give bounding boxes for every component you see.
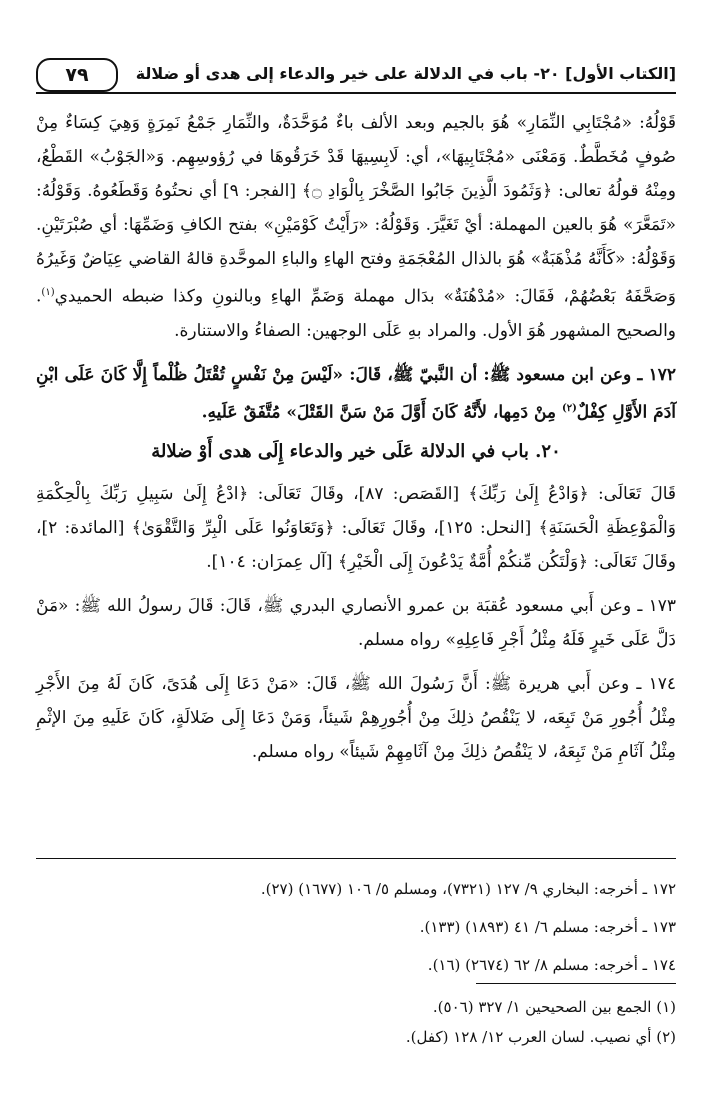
page-header (36, 58, 676, 94)
hadith-172-text-a: ١٧٢ ـ وعن ابن مسعود ﷺ: أن النَّبيّ ﷺ، قَالَ: «لَيْسَ مِنْ نَفْسٍ تُقْتَلُ ظُلْماً إِلَّا كَانَ عَلَى ابْنِ آدَمَ الأَوَّلِ كِفْلٌ (36, 364, 676, 423)
takhrij-section (36, 870, 676, 984)
commentary-tail: . والصحيح المشهور (36, 286, 676, 341)
footnotes (36, 992, 676, 1052)
footnotes-divider (476, 983, 676, 984)
footnote-ref-2: (٢) (561, 402, 577, 414)
hadith-172-text-b: مِنْ دَمِها، لأَنَّهُ كَانَ أَوَّلَ مَنْ سَنَّ القَتْلَ» مُتَّفَقٌ عَلَيهِ. (201, 402, 557, 423)
chapter-heading: ٢٠. باب في الدلالة عَلَى خير والدعاء إِلَى هدى أَوْ ضلالة (151, 441, 561, 463)
takhrij-174: ١٧٤ ـ أخرجه: مسلم ٨/ ٦٢ (٢٦٧٤) (١٦). (427, 956, 676, 974)
page-number: ٧٩ (36, 58, 118, 92)
hadith-174: ١٧٤ ـ وعن أَبي هريرة ﷺ: أَنَّ رَسُولَ الله ﷺ، قَالَ: «مَنْ دَعَا إِلَى هُدَىً، كَانَ لَهُ مِنَ الأَجْرِ مِثْلُ أُجُورِ مَنْ تَبِعَه، لا يَنْقُصُ ذلِكَ مِنْ أُجُورِهِمْ شَيئاً، وَمَنْ دَعَا إِلَى ضَلالَةٍ، كَانَ عَلَيهِ مِنَ الإثْمِ مِثْلُ آثَامِ مَنْ تَبِعَهُ، لا يَنْقُصُ ذلِكَ مِنْ آثَامِهِمْ شَيئاً» رواه مسلم. (36, 674, 676, 763)
commentary-paragraph (36, 106, 676, 348)
header-rule (36, 92, 676, 94)
footnote-2: (٢) أي نصيب. لسان العرب ١٢/ ١٢٨ (كفل). (405, 1028, 676, 1046)
main-text (36, 106, 676, 775)
running-title: [الكتاب الأول] ٢٠- باب في الدلالة على خير والدعاء إلى هدى أو ضلالة (135, 64, 676, 83)
commentary-text: قَوْلُهُ: «مُجْتَابِي النِّمَارِ» هُوَ بالجيم وبعد الألف باءٌ مُوَحَّدَةٌ، والنِّمَارِ جَمْعُ نَمِرَةٍ وَهِيَ كِسَاءٌ مِنْ صُوفٍ مُخَطَّطٌ. وَمَعْنَى «مُجْتَابِيهَا»، أي: لَابِسِيهَا قَدْ خَرَقُوهَا في رُؤوسِهِم. وَ«الجَوْبُ» القَطْعُ، ومِنْهُ قولُهُ تعالى: ﴿وَثَمُودَ الَّذِينَ جَابُوا الصَّخْرَ بِالْوَادِ ۝﴾ [الفجر: ٩] أي نحتُوهُ وَقَطَعُوهُ. وَقَوْلُهُ: «تَمَعَّرَ» هُوَ بالعين المهملة: أيْ تَغَيَّرَ. وَقَوْلُهُ: «رَأَيْتُ كَوْمَيْنِ» بفتح الكافِ وَضَمِّهَا: أي صُبْرَتَيْنِ. وَقَوْلُهُ: «كَأَنَّهُ مُذْهَبَةٌ» هُوَ بالذال المُعْجَمَةِ وفتح الهاءِ والباءِ الموحَّدةِ قالهُ القاضي عِيَاضٌ وَغَيرُهُ وَصَحَّفَهُ بَعْضُهُمْ، فَقَالَ: «مُدْهُنَةٌ» بدَال مهملة وَضَمِّ الهاءِ وبالنونِ وكذا ضبطه الحميدي (36, 113, 677, 307)
takhrij-172: ١٧٢ ـ أخرجه: البخاري ٩/ ١٢٧ (٧٣٢١)، ومسلم ٥/ ١٠٦ (١٦٧٧) (٢٧). (260, 880, 676, 898)
takhrij-divider (36, 858, 676, 859)
hadith-172 (36, 358, 676, 430)
footnote-1: (١) الجمع بين الصحيحين ١/ ٣٢٧ (٥٠٦). (432, 998, 676, 1016)
footnote-ref-1: (١) (41, 287, 55, 298)
hadith-173: ١٧٣ ـ وعن أَبي مسعود عُقبَة بن عمرو الأنصاري البدري ﷺ، قَالَ: قَالَ رسولُ الله ﷺ: «مَنْ دَلَّ عَلَى خَيرٍ فَلَهُ مِثْلُ أَجْرِ فَاعِلِهِ» رواه مسلم. (36, 596, 676, 651)
takhrij-173: ١٧٣ ـ أخرجه: مسلم ٦/ ٤١ (١٨٩٣) (١٣٣). (419, 918, 676, 936)
quran-verses: قَالَ تَعَالَى: ﴿وَادْعُ إِلَىٰ رَبِّكَ﴾ [القَصَص: ٨٧]، وقَالَ تَعَالَى: ﴿ادْعُ إِلَىٰ سَبِيلِ رَبِّكَ بِالْحِكْمَةِ وَالْمَوْعِظَةِ الْحَسَنَةِ﴾ [النحل: ١٢٥]، وقَالَ تَعَالَى: ﴿وَتَعَاوَنُوا عَلَى الْبِرِّ وَالتَّقْوَىٰ﴾ [المائدة: ٢]، وقَالَ تَعَالَى: ﴿وَلْتَكُن مِّنكُمْ أُمَّةٌ يَدْعُونَ إِلَى الْخَيْرِ﴾ [آل عِمرَان: ١٠٤]. (36, 484, 677, 573)
commentary-conclusion: هُوَ الأول. والمراد بهِ عَلَى الوجهين: الصفاءُ والاستنارة. (174, 320, 546, 341)
